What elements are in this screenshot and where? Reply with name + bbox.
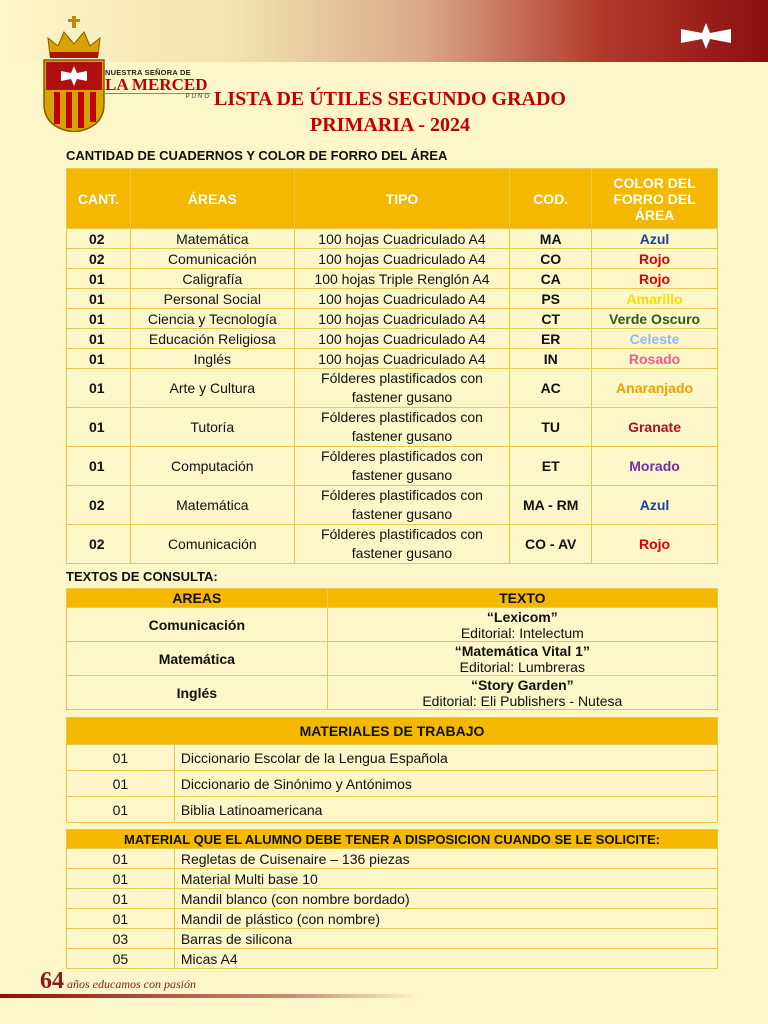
area-cell: Inglés: [130, 349, 294, 369]
text-cell: [327, 642, 717, 676]
table-row: [67, 349, 718, 369]
color-cell: Anaranjado: [592, 369, 718, 408]
tipo-cell: 100 hojas Cuadriculado A4: [294, 329, 510, 349]
notebooks-table-body: [67, 229, 718, 564]
table-row: [67, 309, 718, 329]
cant-cell: 02: [67, 525, 131, 564]
qty-cell: 01: [67, 849, 175, 869]
table-row: [67, 642, 718, 676]
cod-cell: ER: [510, 329, 592, 349]
table-row: [67, 486, 718, 525]
crest-icon: [42, 16, 106, 132]
table-row: [67, 525, 718, 564]
area-cell: Comunicación: [67, 608, 328, 642]
school-name-line2: LA MERCED: [105, 77, 211, 94]
area-cell: Inglés: [67, 676, 328, 710]
area-cell: Arte y Cultura: [130, 369, 294, 408]
cant-cell: 01: [67, 269, 131, 289]
cant-cell: 01: [67, 309, 131, 329]
color-cell: Verde Oscuro: [592, 309, 718, 329]
cod-cell: AC: [510, 369, 592, 408]
color-cell: Azul: [592, 229, 718, 249]
references-table-body: [67, 608, 718, 710]
table-row: [67, 676, 718, 710]
item-cell: Diccionario de Sinónimo y Antónimos: [174, 771, 717, 797]
cod-cell: TU: [510, 408, 592, 447]
tipo-cell: 100 hojas Cuadriculado A4: [294, 309, 510, 329]
color-cell: Amarillo: [592, 289, 718, 309]
color-cell: Rojo: [592, 249, 718, 269]
cant-cell: 01: [67, 349, 131, 369]
cod-cell: ET: [510, 447, 592, 486]
tipo-cell: 100 hojas Cuadriculado A4: [294, 249, 510, 269]
qty-cell: 05: [67, 949, 175, 969]
header-cant: CANT.: [67, 169, 131, 229]
footer-bar: [0, 994, 420, 998]
area-cell: Educación Religiosa: [130, 329, 294, 349]
color-cell: Granate: [592, 408, 718, 447]
text-cell: [327, 676, 717, 710]
item-cell: Regletas de Cuisenaire – 136 piezas: [174, 849, 717, 869]
qty-cell: 01: [67, 797, 175, 823]
header-areas: AREAS: [67, 589, 328, 608]
table-row: [67, 269, 718, 289]
book-title: “Matemática Vital 1”: [454, 642, 590, 659]
table-row: [67, 849, 718, 869]
cant-cell: 01: [67, 329, 131, 349]
book-publisher: Editorial: Eli Publishers - Nutesa: [422, 692, 623, 709]
tipo-cell: Fólderes plastificados con fastener gusano: [294, 486, 510, 525]
book-publisher: Editorial: Intelectum: [460, 624, 584, 641]
table-row: [67, 745, 718, 771]
cant-cell: 01: [67, 408, 131, 447]
header-cod: COD.: [510, 169, 592, 229]
qty-cell: 01: [67, 909, 175, 929]
table-row: [67, 249, 718, 269]
tipo-cell: 100 hojas Triple Renglón A4: [294, 269, 510, 289]
cod-cell: MA: [510, 229, 592, 249]
area-cell: Matemática: [67, 642, 328, 676]
text-cell: [327, 608, 717, 642]
table-row: [67, 929, 718, 949]
item-cell: Mandil de plástico (con nombre): [174, 909, 717, 929]
tipo-cell: Fólderes plastificados con fastener gusano: [294, 369, 510, 408]
table-row: [67, 329, 718, 349]
table-row: [67, 909, 718, 929]
tipo-cell: 100 hojas Cuadriculado A4: [294, 229, 510, 249]
header-color: COLOR DEL FORRO DEL ÁREA: [592, 169, 718, 229]
tipo-cell: 100 hojas Cuadriculado A4: [294, 289, 510, 309]
book-publisher: Editorial: Lumbreras: [459, 658, 585, 675]
table-header-row: [67, 718, 718, 745]
table-row: [67, 408, 718, 447]
footer: [40, 968, 196, 995]
table-row: [67, 869, 718, 889]
table-row: [67, 608, 718, 642]
table-row: [67, 229, 718, 249]
qty-cell: 01: [67, 889, 175, 909]
on-request-table: [66, 829, 718, 969]
cod-cell: CO - AV: [510, 525, 592, 564]
notebooks-section-title: CANTIDAD DE CUADERNOS Y COLOR DE FORRO DEL ÁREA: [66, 148, 448, 163]
area-cell: Comunicación: [130, 249, 294, 269]
tipo-cell: Fólderes plastificados con fastener gusano: [294, 408, 510, 447]
color-cell: Rojo: [592, 269, 718, 289]
book-title: “Lexicom”: [486, 608, 558, 625]
area-cell: Computación: [130, 447, 294, 486]
cant-cell: 01: [67, 289, 131, 309]
cod-cell: CO: [510, 249, 592, 269]
header-areas: ÁREAS: [130, 169, 294, 229]
cant-cell: 01: [67, 369, 131, 408]
on-request-table-body: [67, 849, 718, 969]
cod-cell: IN: [510, 349, 592, 369]
cant-cell: 02: [67, 229, 131, 249]
page-title: LISTA DE ÚTILES SEGUNDO GRADO: [214, 88, 566, 110]
qty-cell: 03: [67, 929, 175, 949]
tipo-cell: Fólderes plastificados con fastener gusano: [294, 525, 510, 564]
area-cell: Ciencia y Tecnología: [130, 309, 294, 329]
cross-icon: [680, 22, 732, 50]
school-name-line1: NUESTRA SEÑORA DE: [105, 68, 191, 77]
cod-cell: CT: [510, 309, 592, 329]
school-city: PUNO: [185, 94, 211, 100]
qty-cell: 01: [67, 869, 175, 889]
color-cell: Azul: [592, 486, 718, 525]
cant-cell: 02: [67, 486, 131, 525]
header-tipo: TIPO: [294, 169, 510, 229]
cant-cell: 01: [67, 447, 131, 486]
table-row: [67, 797, 718, 823]
table-row: [67, 289, 718, 309]
table-header-row: [67, 830, 718, 849]
references-table: [66, 588, 718, 710]
qty-cell: 01: [67, 745, 175, 771]
item-cell: Biblia Latinoamericana: [174, 797, 717, 823]
table-header-row: [67, 169, 718, 229]
item-cell: Mandil blanco (con nombre bordado): [174, 889, 717, 909]
area-cell: Matemática: [130, 229, 294, 249]
cod-cell: PS: [510, 289, 592, 309]
tipo-cell: 100 hojas Cuadriculado A4: [294, 349, 510, 369]
item-cell: Micas A4: [174, 949, 717, 969]
page-subtitle: PRIMARIA - 2024: [310, 114, 470, 136]
area-cell: Caligrafía: [130, 269, 294, 289]
table-header-row: [67, 589, 718, 608]
cod-cell: CA: [510, 269, 592, 289]
header-texto: TEXTO: [327, 589, 717, 608]
area-cell: Personal Social: [130, 289, 294, 309]
tipo-cell: Fólderes plastificados con fastener gusano: [294, 447, 510, 486]
materials-table: [66, 717, 718, 823]
cant-cell: 02: [67, 249, 131, 269]
color-cell: Celeste: [592, 329, 718, 349]
notebooks-table: [66, 168, 718, 564]
color-cell: Rosado: [592, 349, 718, 369]
area-cell: Matemática: [130, 486, 294, 525]
references-section-title: TEXTOS DE CONSULTA:: [66, 569, 218, 584]
color-cell: Rojo: [592, 525, 718, 564]
footer-number: 64: [40, 968, 64, 994]
area-cell: Tutoría: [130, 408, 294, 447]
footer-text: años educamos con pasión: [67, 977, 196, 991]
table-row: [67, 447, 718, 486]
qty-cell: 01: [67, 771, 175, 797]
item-cell: Diccionario Escolar de la Lengua Española: [174, 745, 717, 771]
item-cell: Material Multi base 10: [174, 869, 717, 889]
header-banner: [0, 0, 768, 62]
table-row: [67, 889, 718, 909]
materials-table-body: [67, 745, 718, 823]
cod-cell: MA - RM: [510, 486, 592, 525]
table-row: [67, 949, 718, 969]
book-title: “Story Garden”: [470, 676, 574, 693]
table-row: [67, 369, 718, 408]
materials-header: MATERIALES DE TRABAJO: [67, 718, 718, 745]
color-cell: Morado: [592, 447, 718, 486]
area-cell: Comunicación: [130, 525, 294, 564]
table-row: [67, 771, 718, 797]
on-request-header: MATERIAL QUE EL ALUMNO DEBE TENER A DISPOSICION CUANDO SE LE SOLICITE:: [67, 830, 718, 849]
item-cell: Barras de silicona: [174, 929, 717, 949]
